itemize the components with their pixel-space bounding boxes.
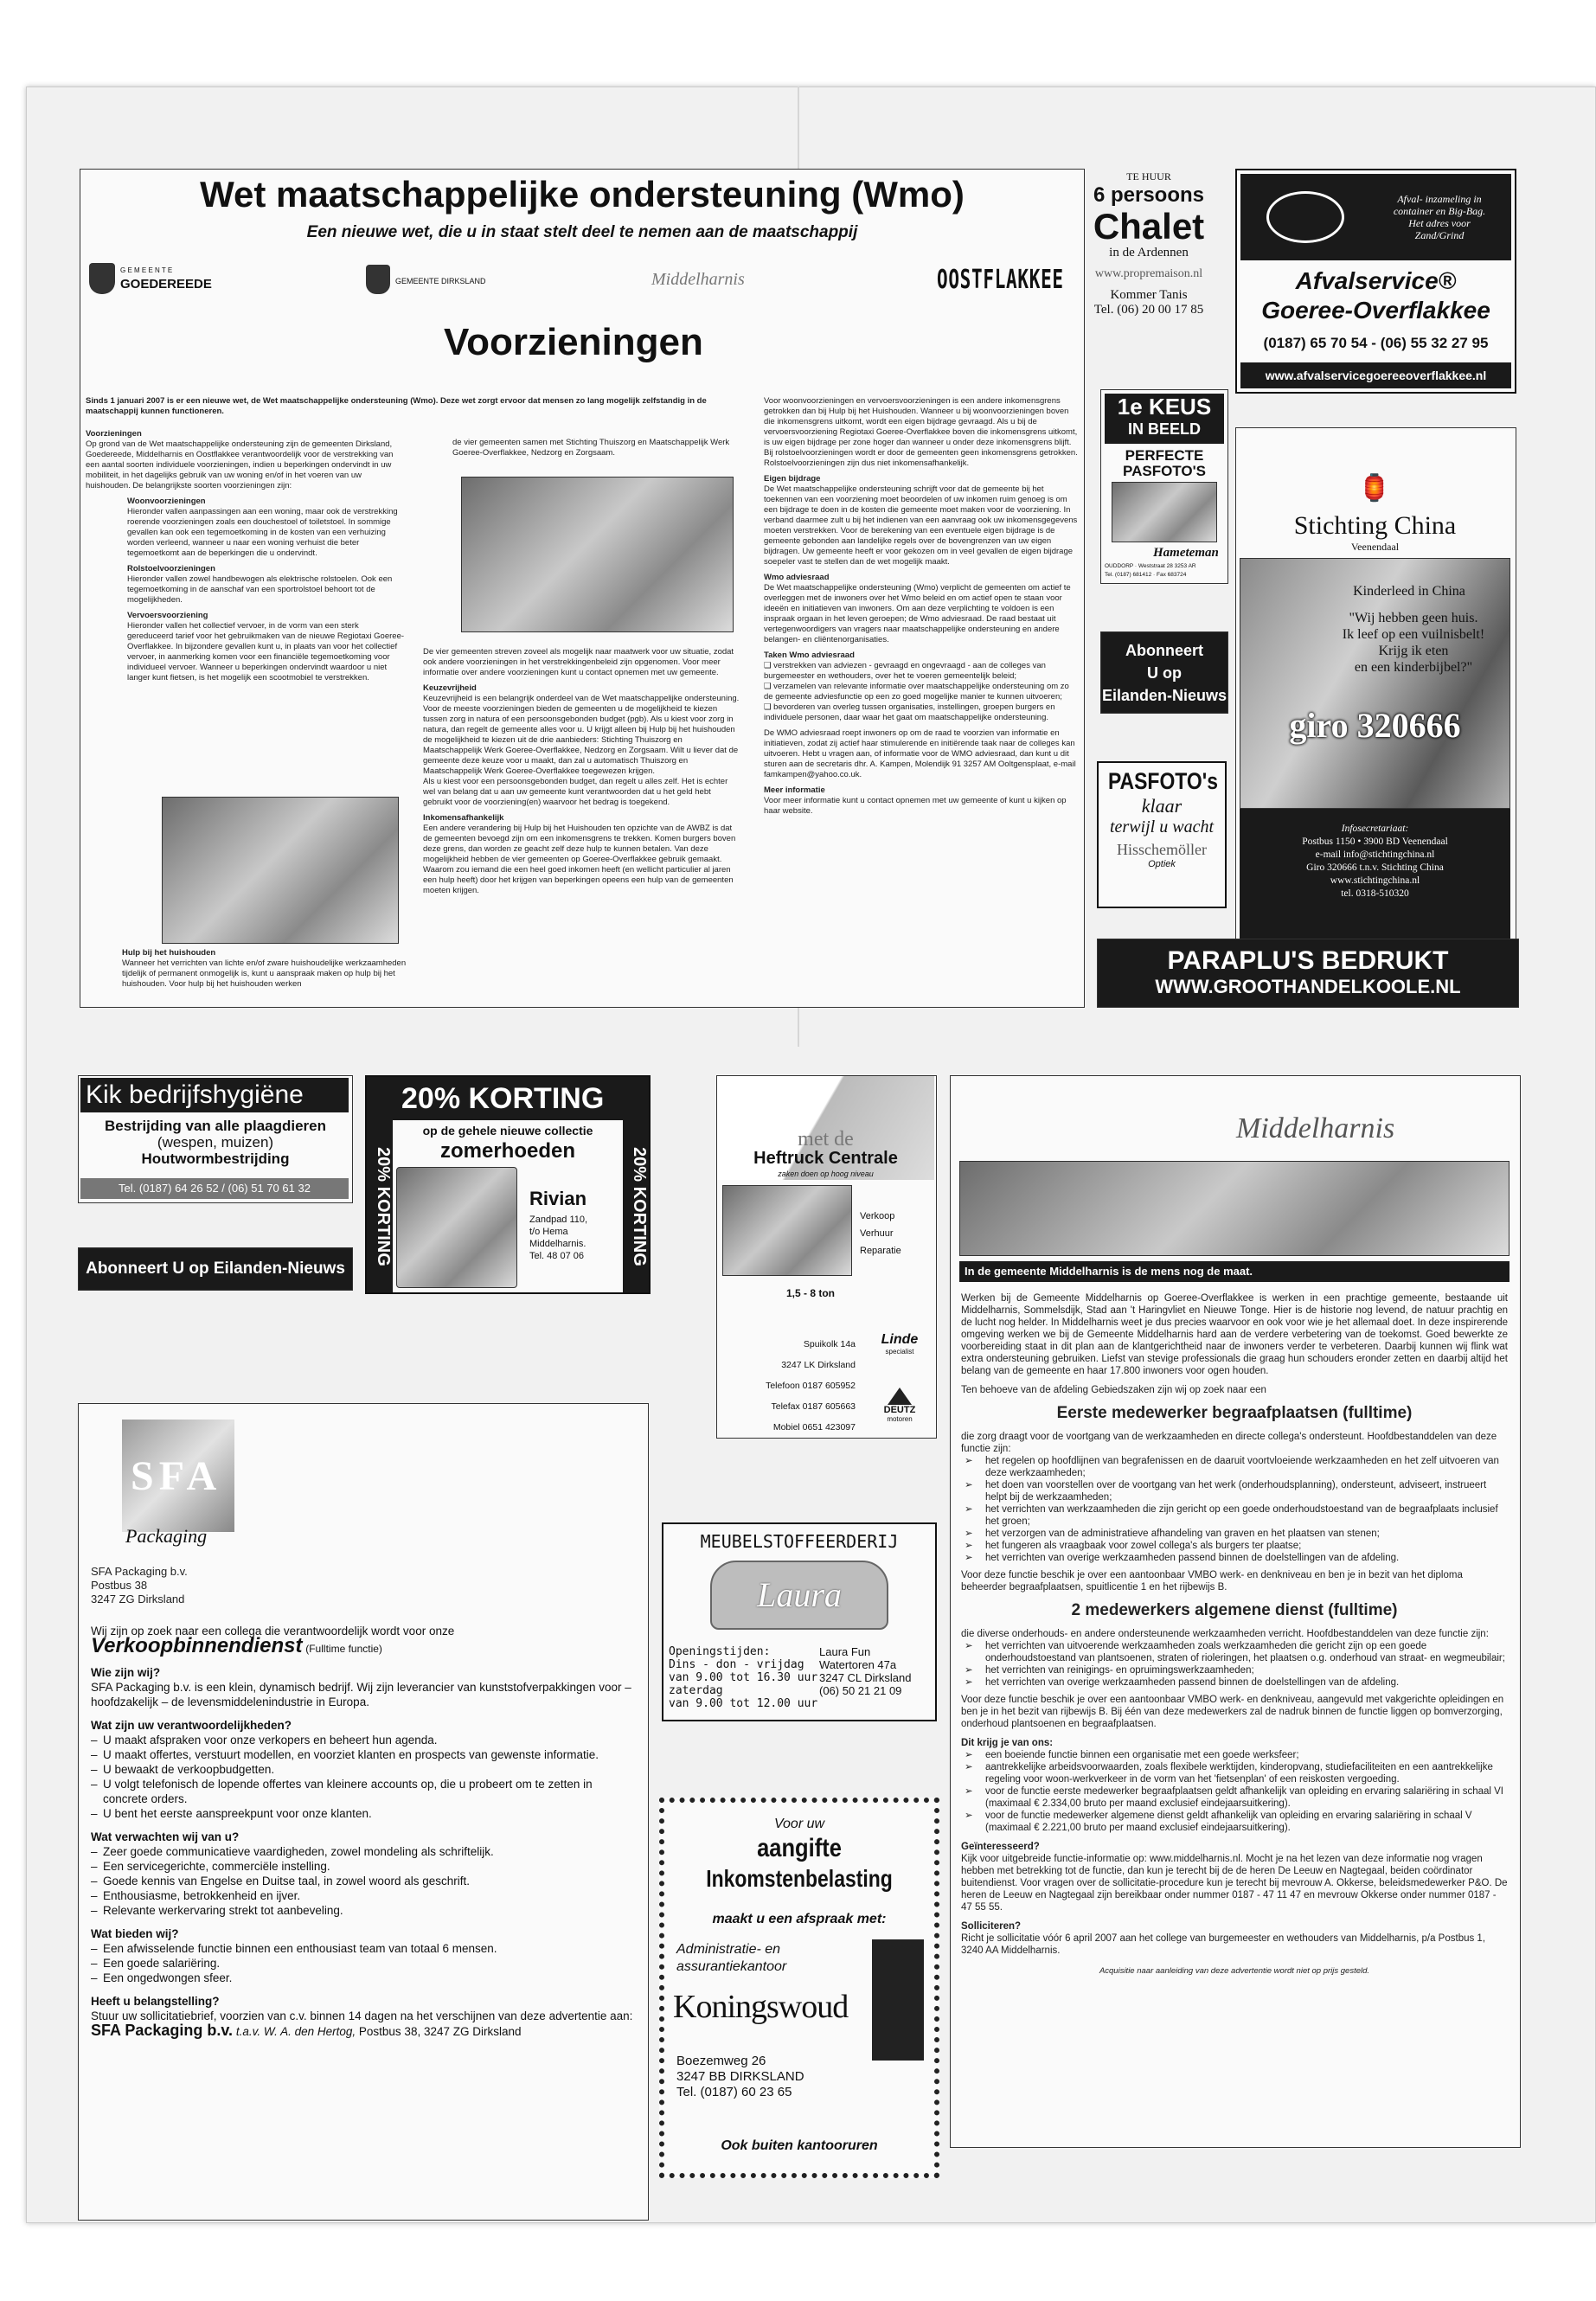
afval-banner: Afval- inzameling in container en Big-Bag. Het adres voor Zand/Grind	[1240, 174, 1511, 260]
sfa-logo: SFA	[122, 1420, 234, 1532]
benefits-list	[961, 1749, 1508, 1834]
list-item: ➢ het doen van voorstellen over de voortgang van het werk (onderhoudsplanning), ondersteunt, adviseert, instrueert helpt bij de werkzaamheden;	[965, 1479, 1508, 1503]
sfa-expectations	[91, 1844, 636, 1918]
list-item: ➢ het verrichten van overige werkzaamheden passend binnen de doelstellingen van de afdeling.	[965, 1552, 1508, 1564]
list-item: – Enthousiasme, betrokkenheid en ijver.	[91, 1888, 636, 1903]
photo-iron	[461, 477, 734, 632]
list-item: ❑ bevorderen van overleg tussen organisaties, instellingen, groepen burgers en individuele personen, daar waar het gaat om maatschappelijke ondersteuning.	[764, 702, 1055, 722]
wmo-title: Wet maatschappelijke ondersteuning (Wmo)	[200, 174, 965, 215]
list-item: ➢ aantrekkelijke arbeidsvoorwaarden, zoals flexibele werktijden, kinderopvang, studiefaciliteiten en een aantrekkelijke regeling voor woon-werkverkeer in de vorm van het 'fietsenplan' of een reiskosten vergoeding.	[965, 1761, 1508, 1785]
list-item: ➢ voor de functie medewerker algemene dienst geldt afhankelijk van opleiding en ervaring salariëring in schaal V (maximaal € 2.221,00 bruto per maand exclusief eindejaarsuitkering).	[965, 1810, 1508, 1834]
sfa-responsibilities	[91, 1733, 636, 1821]
photo-harbour	[959, 1161, 1509, 1256]
list-item: – Een afwisselende functie binnen een enthousiast team van totaal 6 mensen.	[91, 1941, 636, 1956]
list-item: – Zeer goede communicatieve vaardigheden, zowel mondeling als schriftelijk.	[91, 1844, 636, 1859]
list-item: – U maakt afspraken voor onze verkopers en beheert hun agenda.	[91, 1733, 636, 1747]
ad-chalet: TE HUUR 6 persoons Chalet in de Ardennen www.propremaison.nl Kommer Tanis Tel. (06) 20 00 17 85	[1093, 170, 1205, 317]
ad-kik: Kik bedrijfshygiëne Bestrijding van alle plaagdieren (wespen, muizen) Houtwormbestrijding Tel. (0187) 64 26 52 / (06) 51 70 61 32	[78, 1075, 353, 1203]
ad-paraplu: PARAPLU'S BEDRUKT WWW.GROOTHANDELKOOLE.NL	[1097, 939, 1519, 1008]
list-item: – Een goede salariëring.	[91, 1956, 636, 1971]
list-item: – Goede kennis van Engelse en Duitse taal, in zowel woord als geschrift.	[91, 1874, 636, 1888]
crest-icon	[89, 263, 115, 294]
koningswoud-logo-icon	[872, 1939, 924, 2061]
photo-forklift	[722, 1185, 852, 1276]
list-item: ➢ het verrichten van uitvoerende werkzaamheden zoals werkzaamheden die gericht zijn op een goede onderhoudstoestand van plantsoenen, straten of rioleringen, het plaatsen o.g. onderhoud van straat- en wegmeubilair;	[965, 1640, 1508, 1664]
list-item: ➢ het verrichten van werkzaamheden die zijn gericht op een goede onderhoudstoestand van de begraafplaats inclusief het groen;	[965, 1503, 1508, 1528]
deutz-icon	[888, 1388, 912, 1405]
list-item: – U volgt telefonisch de lopende offertes van kleinere accounts op, die u probeert om te zetten in concrete orders.	[91, 1777, 636, 1806]
ad-afvalservice: Afval- inzameling in container en Big-Bag. Het adres voor Zand/Grind Afvalservice® Goeree-Overflakkee (0187) 65 70 54 - (06) 55 32 27 95 www.afvalservicegoereeoverflakkee.nl	[1235, 169, 1516, 394]
list-item: – U bewaakt de verkoopbudgetten.	[91, 1762, 636, 1777]
list-item: – Een servicegerichte, commerciële instelling.	[91, 1859, 636, 1874]
wmo-article	[80, 169, 1085, 1008]
wmo-subtitle: Een nieuwe wet, die u in staat stelt deel te nemen aan de maatschappij	[306, 223, 858, 241]
job1-task-list	[961, 1455, 1508, 1564]
list-item: ➢ voor de functie eerste medewerker begraafplaatsen geldt afhankelijk van opleiding en ervaring salariëring in schaal VI (maximaal € 2.334,00 bruto per maand exclusief eindejaarsuitkering).	[965, 1785, 1508, 1810]
ad-1e-keus: 1e KEUS IN BEELD PERFECTE PASFOTO'S Hameteman OUDDORP · Weststraat 28 3253 AR Tel. (0187) 681412 · Fax 683724	[1100, 389, 1228, 584]
wmo-col2: De vier gemeenten streven zoveel als mogelijk naar maatwerk voor uw situatie, zodat ook andere voorzieningen in het verstrekkingenbeleid zijn opgenomen. Voor meer informatie over andere voorzieningen kunt u contact opnemen met uw gemeente. Keuzevrijheid Keuzevrijheid is een belangrijk onderdeel van de Wet maatschappelijke ondersteuning. Voor de meeste voorzieningen bieden de gemeenten u de mogelijkheid te kiezen tussen zorg in natura of een persoonsgebonden budget (pgb). Als u kiest voor zorg in natura, dan regelt de gemeente alles voor u. U krijgt alleen bij Hulp bij het huishouden de mogelijkheid te kiezen uit de drie aanbieders: Stichting Thuiszorg en Maatschappelijk Werk Goeree-Overflakkee, Nedzorg en Zorgsaam. Wilt u liever dat de gemeente deze keuze voor u maakt, dan zal u automatisch Thuiszorg en Maatschappelijk Werk Goeree-Overflakkee toegewezen krijgen. Als u kiest voor een persoonsgebonden budget, dan regelt u alles zelf. Het is echter wel van belang dat u aan uw gemeente kunt verantwoorden dat u het geld hebt gebruikt voor de voorziening(en) waarvoor het bedrag is toegekend. Inkomensafhankelijk Een andere verandering bij Hulp bij het Huishouden ten opzichte van de AWBZ is dat de gemeenten bevoegd zijn om een inkomensgrens te trekken. Komen burgers boven deze grens, dan worden ze geacht zelf deze hulp te kunnen betalen. Van deze mogelijkheid hebben de vier gemeenten op Goeree-Overflakkee gebruik gemaakt. Waarom zou iemand die een heel goed inkomen heeft (en wellicht particulier al jaren een hulp heeft) door het krijgen van beperkingen opeens een hulp van de gemeenten moeten krijgen.	[423, 647, 740, 895]
logo-middelharnis: Middelharnis	[651, 270, 745, 289]
photo-hat-woman	[396, 1167, 517, 1288]
wmo-intro: Sinds 1 januari 2007 is er een nieuwe wet, de Wet maatschappelijke ondersteuning (Wmo). Deze wet zorgt ervoor dat mensen zo lang mogelijk zelfstandig in de maatschappij kunnen functioneren.	[86, 396, 707, 416]
task-list	[764, 661, 1079, 723]
ad-laura: MEUBELSTOFFEERDERIJ Laura Openingstijden: Dins - don - vrijdag van 9.00 tot 16.30 uur zaterdag van 9.00 tot 12.00 uur Laura Fun Watertoren 47a 3247 CL Dirksland (06) 50 21 21 09	[662, 1522, 937, 1721]
truck-icon	[1266, 191, 1344, 243]
list-item: ❑ verstrekken van adviezen - gevraagd en ongevraagd - aan de colleges van burgemeester en wethouders, over het te voeren gemeentelijk beleid;	[764, 661, 1046, 681]
wmo-col1-bottom: Hulp bij het huishouden Wanneer het verrichten van lichte en/of zware huishoudelijke werkzaamheden tijdelijk of permanent onmogelijk is, kunt u aanspraak maken op hulp bij het huishouden. Voor hulp bij het huishouden werken	[122, 948, 407, 989]
ad-pasfoto: PASFOTO's klaar terwijl u wacht Hisschemöller Optiek	[1097, 761, 1227, 908]
ad-koningswoud: Voor uw aangifte Inkomstenbelasting maakt u een afspraak met: Administratie- en assurantiekantoor Koningswoud Boezemweg 26 3247 BB DIRKSLAND Tel. (0187) 60 23 65 Ook buiten kantooruren	[659, 1798, 939, 2178]
list-item: – U maakt offertes, verstuurt modellen, en voorziet klanten en prospects van gewenste informatie.	[91, 1747, 636, 1762]
ad-stichting-china: 🏮 Stichting China Veenendaal Kinderleed in China "Wij hebben geen huis. Ik leef op een vuilnisbelt! Krijg ik eten en een kinderbijbel?" giro 320666 Infosecretariaat: Postbus 1150 • 3900 BD Veenendaal e-mail info@stichtingchina.nl Giro 320666 t.n.v. Stichting China www.stichtingchina.nl tel. 0318-510320	[1235, 427, 1516, 946]
sfa-offers	[91, 1941, 636, 1985]
list-item: ➢ het verzorgen van de administratieve afhandeling van graven en het plaatsen van stenen;	[965, 1528, 1508, 1540]
china-logo-icon: 🏮	[1358, 474, 1391, 503]
list-item: ➢ een boeiende functie binnen een organisatie met een goede werksfeer;	[965, 1749, 1508, 1761]
korting-side-left: 20% KORTING	[367, 1120, 393, 1292]
photo-cleaning-window	[162, 797, 399, 944]
voorzieningen-heading: Voorzieningen	[444, 321, 703, 363]
wmo-col2-top: de vier gemeenten samen met Stichting Thuiszorg en Maatschappelijk Werk Goeree-Overflakkee, Nedzorg en Zorgsaam.	[452, 438, 730, 458]
list-item: ➢ het regelen op hoofdlijnen van begrafenissen en de daaruit voortvloeiende werkzaamheden en het zelf uitvoeren van deze werkzaamheden;	[965, 1455, 1508, 1479]
ad-abonneer-2: Abonneert U op Eilanden-Nieuws	[78, 1247, 353, 1291]
linde-logo: Linde specialist	[881, 1332, 919, 1356]
ad-sfa-packaging: SFA Packaging SFA Packaging b.v. Postbus 38 3247 ZG Dirksland Wij zijn op zoek naar een collega die verantwoordelijk wordt voor onze Verkoopbinnendienst (Fulltime functie) Wie zijn wij? SFA Packaging b.v. is een klein, dynamisch bedrijf. Wij zijn leverancier van kunststofverpakkingen voor – hoofdzakelijk – de levensmiddelenindustrie in Europa. Wat zijn uw verantwoordelijkheden? – U maakt afspraken voor onze verkopers en beheert hun agenda. – U maakt offertes, verstuurt modellen, en voorziet klanten en prospects van gewenste informatie. – U bewaakt de verkoopbudgetten. – U volgt telefonisch de lopende offertes van kleinere accounts op, die u probeert om te zetten in concrete orders. – U bent het eerste aanspreekpunt voor onze klanten. Wat verwachten wij van u? – Zeer goede communicatieve vaardigheden, zowel mondeling als schriftelijk. – Een servicegerichte, commerciële instelling. – Goede kennis van Engelse en Duitse taal, in zowel woord als geschrift. – Enthousiasme, betrokkenheid en ijver. – Relevante werkervaring strekt tot aanbeveling. Wat bieden wij? – Een afwisselende functie binnen een enthousiast team van totaal 6 mensen. – Een goede salariëring. – Een ongedwongen sfeer. Heeft u belangstelling? Stuur uw sollicitatiebrief, voorzien van c.v. binnen 14 dagen na het verschijnen van deze advertentie aan: SFA Packaging b.v. t.a.v. W. A. den Hertog, Postbus 38, 3247 ZG Dirksland	[78, 1403, 649, 2221]
logo-goedereede: G E M E E N T E GOEDEREEDE	[89, 263, 228, 298]
logo-dirksland: GEMEENTE DIRKSLAND	[366, 265, 513, 299]
list-item: – Relevante werkervaring strekt tot aanbeveling.	[91, 1903, 636, 1918]
wmo-col1: Voorzieningen Op grond van de Wet maatschappelijke ondersteuning zijn de gemeenten Dirksland, Goedereede, Middelharnis en Oostflakkee verantwoordelijk voor de verstrekking van een aantal soorten individuele voorzieningen, indien u beperkingen ondervindt in uw mobiliteit, in het dagelijks gebruik van uw woning en/of in het voeren van uw huishouden. De belangrijkste soorten voorzieningen zijn: Woonvoorzieningen Hieronder vallen aanpassingen aan een woning, maar ook de verstrekking roerende voorzieningen zoals een douchestoel of toiletstoel. In sommige gevallen kan ook een tegemoetkoming in de kosten van een verhuizing worden verleend, wanneer u naar een woning verhuist die beter tegemoetkomt aan de beperkingen die u ondervindt. Rolstoelvoorzieningen Hieronder vallen zowel handbewogen als elektrische rolstoelen. Ook een tegemoetkoming in de aanschaf van een sportrolstoel behoort tot de mogelijkheden. Vervoersvoorziening Hieronder vallen het collectief vervoer, in de vorm van een sterk gereduceerd tarief voor het gebruikmaken van de nieuwe Regiotaxi Goeree-Overflakkee. In bijzondere gevallen kunt u, in plaats van voor het collectief vervoer, in aanmerking komen voor een financiële tegemoetkoming voor individueel vervoer. Wanneer u beperkingen ondervindt waardoor u niet langer kunt fietsen, is het mogelijk een scootmobiel te verstrekken.	[86, 429, 405, 683]
wmo-col3: Voor woonvoorzieningen en vervoersvoorzieningen is een andere inkomensgrens getrokken dan bij Hulp bij het Huishouden. Wanneer u bij woonvoorzieningen boven die inkomensgrens uitkomt, wordt een eigen bijdrage gevraagd. Als u bij de vervoersvoorziening Regiotaxi Goeree-Overflakkee boven die inkomensgrens uitkomt, is uw eigen bijdrage per zone hoger dan wanneer u onder deze inkomensgrens blijft. Bij rolstoelvoorzieningen wordt er door de gemeenten geen inkomensgrens getrokken. Rolstoelvoorzieningen zijn dus niet inkomensafhankelijk. Eigen bijdrage De Wet maatschappelijke ondersteuning schrijft voor dat de gemeente bij het toekennen van een voorziening moet beoordelen of uw inkomen ruim genoeg is om een bijdrage te doen in de kosten die gemeente moet maken voor de voorziening. In verband daarmee zult u bij het indienen van een aanvraag ook uw inkomensgegevens moeten verstrekken. Voor de berekening van een eventuele eigen bijdrage is de gemeente gebonden aan landelijke regels over de bovengrenzen van uw eigen bijdragen. Uw gemeente heeft er voor gekozen om in veel gevallen de eigen bijdrage soepeler vast te stellen dan de wet mogelijk maakt. Wmo adviesraad De Wet maatschappelijke ondersteuning (Wmo) verplicht de gemeenten om actief te overleggen met de inwoners over het Wmo beleid en om actief open te staan voor ideeën en initiatieven van inwoners. Om aan deze verplichting te voldoen is een inspraak orgaan in het leven geroepen; de Wmo adviesraad. De raad bestaat uit vertegenwoordigers van vragers naar maatschappelijke ondersteuning en andere belangen- en cliëntenorganisaties. Taken Wmo adviesraad ❑ verstrekken van adviezen - gevraagd en ongevraagd - aan de colleges van burgemeester en wethouders, over het te voeren gemeentelijk beleid; ❑ verzamelen van relevante informatie over maatschappelijke ondersteuning om zo de gemeente adviesfunctie op een zo goed mogelijke manier te kunnen uitvoeren; ❑ bevorderen van overleg tussen organisaties, instellingen, groepen burgers en individuele personen, daar waar het gaat om maatschappelijke ondersteuning. De WMO adviesraad roept inwoners op om de raad te voorzien van informatie en initiatieven, zodat zij actief haar stimulerende en initiërende taak naar de colleges kan uitvoeren. Hebt u vragen aan, of informatie voor de WMO adviesraad, dan kunt u dit sturen aan de secretaris dhr. A. Kampen, Molendijk 91 3257 AM Ooltgensplaat, e-mail famkampen@yahoo.co.uk. Meer informatie Voor meer informatie kunt u contact opnemen met uw gemeente of kunt u kijken op haar website.	[764, 396, 1078, 816]
ad-korting: 20% KORTING 20% KORTING 20% KORTING op de gehele nieuwe collectie zomerhoeden Rivian Zandpad 110, t/o Hema Middelharnis. Tel. 48 07 06	[365, 1075, 651, 1294]
portrait-photos	[1112, 482, 1217, 542]
list-item: – Een ongedwongen sfeer.	[91, 1971, 636, 1985]
list-item: – U bent het eerste aanspreekpunt voor onze klanten.	[91, 1806, 636, 1821]
list-item: ❑ verzamelen van relevante informatie over maatschappelijke ondersteuning om zo de gemeente adviesfunctie op een zo goed mogelijke manier te kunnen uitvoeren;	[764, 682, 1069, 702]
ad-middelharnis: Middelharnis In de gemeente Middelharnis is de mens nog de maat. Werken bij de Gemeente Middelharnis op Goeree-Overflakkee is werken in een prachtige gemeente, bestaande uit Middelharnis, Sommelsdijk, Stad aan 't Haringvliet en Nieuwe Tonge. Hier is de historie nog levend, de natuur prachtig en de lucht nog helder. In Middelharnis weet je dus precies waarvoor en ook voor wie je het allemaal doet. In deze inspirerende omgeving werken we bij de Gemeente Middelharnis hard aan de verdere verbetering van de toekomst. Goed bewerkte ze voorbereiding staat in dit plan aan de klantgerichtheid naar de inwoners verder te verbeteren. Daarbij kunnen wij flink wat extra ondersteuning gebruiken. Liefst van stevige professionals die graag hun schouders eronder zetten en daarbij altijd het belang van de gemeente en haar 17.800 inwoners voor ogen houden. Ten behoeve van de afdeling Gebiedszaken zijn wij op zoek naar een Eerste medewerker begraafplaatsen (fulltime) die zorg draagt voor de voortgang van de werkzaamheden en directe collega's ondersteunt. Hoofdbestanddelen van deze functie zijn: ➢ het regelen op hoofdlijnen van begrafenissen en de daaruit voortvloeiende werkzaamheden en het zelf uitvoeren van deze werkzaamheden; ➢ het doen van voorstellen over de voortgang van het werk (onderhoudsplanning), ondersteunt, adviseert, instrueert helpt bij de werkzaamheden; ➢ het verrichten van werkzaamheden die zijn gericht op een goede onderhoudstoestand van de begraafplaats inclusief het groen; ➢ het verzorgen van de administratieve afhandeling van graven en het plaatsen van stenen; ➢ het fungeren als vraagbaak voor zowel collega's als burgers ter plaatse; ➢ het verrichten van overige werkzaamheden passend binnen de doelstellingen van de afdeling. Voor deze functie beschik je over een aantoonbaar VMBO werk- en denkniveau en ben je in bezit van het diploma beheerder begraafplaatsen, spuitlicentie 1 en het rijbewijs B. 2 medewerkers algemene dienst (fulltime) die diverse onderhouds- en andere ondersteunende werkzaamheden verricht. Hoofdbestanddelen van deze functie zijn: ➢ het verrichten van uitvoerende werkzaamheden zoals werkzaamheden die gericht zijn op een goede onderhoudstoestand van plantsoenen, straten of rioleringen, het plaatsen o.g. onderhoud van straat- en wegmeubilair; ➢ het verrichten van reinigings- en opruimingswerkzaamheden; ➢ het verrichten van overige werkzaamheden passend binnen de doelstellingen van de afdeling. Voor deze functie beschik je over een aantoonbaar VMBO werk- en denkniveau, aangevuld met vakgerichte opleidingen en ben je in het bezit van rijbewijs B. Bij één van deze medewerkers zal de nadruk binnen de functie liggen op bomverzorging, onderhoud plantsoenen en begraafplaatsen. Dit krijg je van ons: ➢ een boeiende functie binnen een organisatie met een goede werksfeer; ➢ aantrekkelijke arbeidsvoorwaarden, zoals flexibele werktijden, kinderopvang, studiefaciliteiten en een aantrekkelijke regeling voor woon-werkverkeer in de vorm van het 'fietsenplan' of een reiskosten vergoeding. ➢ voor de functie eerste medewerker begraafplaatsen geldt afhankelijk van opleiding en ervaring salariëring in schaal VI (maximaal € 2.334,00 bruto per maand exclusief eindejaarsuitkering). ➢ voor de functie medewerker algemene dienst geldt afhankelijk van opleiding en ervaring salariëring in schaal V (maximaal € 2.221,00 bruto per maand exclusief eindejaarsuitkering). Geïnteresseerd? Kijk voor uitgebreide functie-informatie op: www.middelharnis.nl. Mocht je na het lezen van deze informatie nog vragen hebben met betrekking tot de functie, dan kun je terecht bij de de heren De Leeuw en Nagtegaal, beiden coördinator buitendienst. Voor vragen over de sollicitatie-procedure kun je terecht bij mevrouw A. Okkerse, beleidsmedewerker P&O. De heren de Leeuw en Nagtegaal zijn bereikbaar onder nummer 0187 - 47 11 47 en mevrouw Okkerse onder nummer 0187 - 47 55 55. Solliciteren? Richt je sollicitatie vóór 6 april 2007 aan het college van burgemeester en wethouders van Middelharnis, p/a Postbus 1, 3240 AA Middelharnis. Acquisitie naar aanleiding van deze advertentie wordt niet op prijs gesteld.	[950, 1075, 1521, 2148]
ad-abonneer: Abonneert U op Eilanden-Nieuws	[1100, 631, 1228, 714]
deutz-logo: DEUTZ motoren	[871, 1388, 928, 1423]
list-item: ➢ het verrichten van reinigings- en opruimingswerkzaamheden;	[965, 1664, 1508, 1676]
ad-heftruck: met de Heftruck Centrale zaken doen op hoog niveau Verkoop Verhuur Reparatie 1,5 - 8 ton Spuikolk 14a 3247 LK Dirksland Telefoon 0187 605952 Telefax 0187 605663 Mobiel 0651 423097 Linde specialist DEUTZ motoren	[716, 1075, 937, 1439]
list-item: ➢ het verrichten van overige werkzaamheden passend binnen de doelstellingen van de afdeling.	[965, 1676, 1508, 1689]
logo-oostflakkee: OOSTFLAKKEE	[937, 265, 1064, 295]
job2-task-list	[961, 1640, 1508, 1689]
optiek-logo: Optiek	[1148, 859, 1176, 869]
korting-side-right: 20% KORTING	[623, 1120, 649, 1292]
crest-icon	[366, 265, 390, 294]
list-item: ➢ het fungeren als vraagbaak voor zowel collega's als burgers ter plaatse;	[965, 1540, 1508, 1552]
